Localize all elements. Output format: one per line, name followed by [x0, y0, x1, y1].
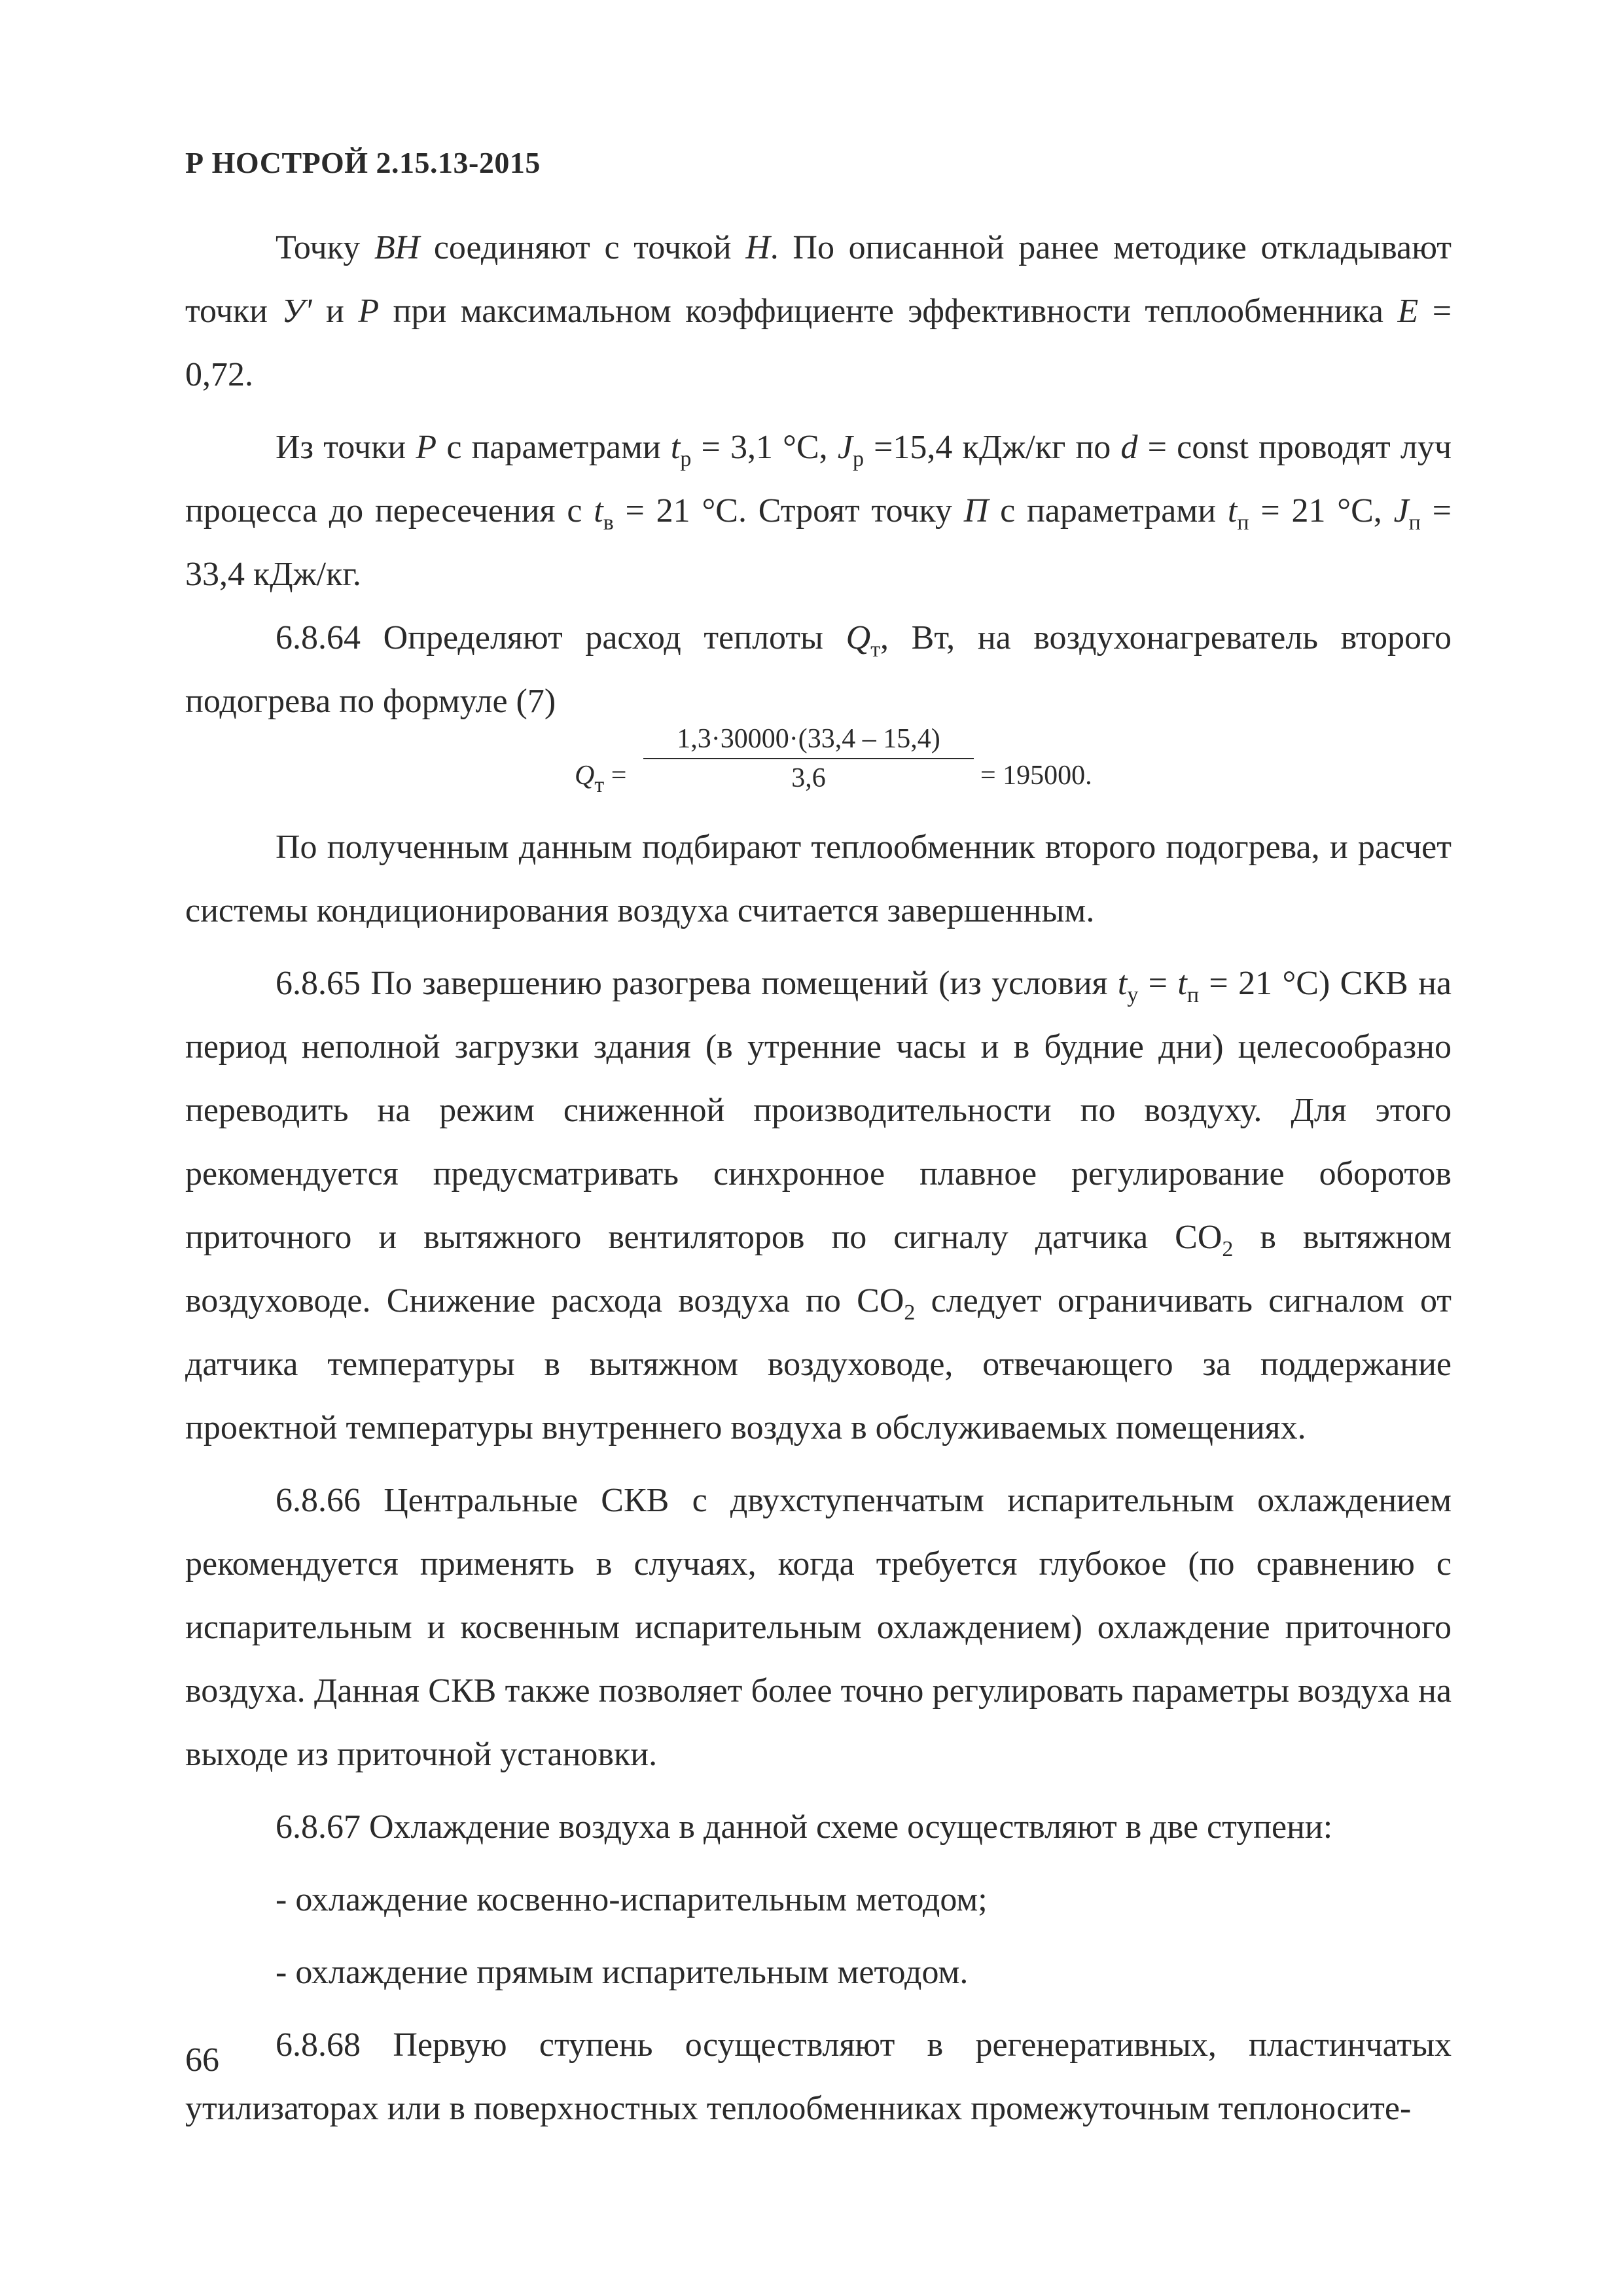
symbol-u: У' [281, 293, 312, 330]
symbol-pi: П [963, 492, 989, 529]
text-run: . По описанной ранее методике откладывают точки [185, 229, 1452, 330]
symbol-j: J [1393, 492, 1409, 529]
formula-numerator: 1,3·30000·(33,4 – 15,4) [643, 725, 974, 759]
paragraph-6-8-65 [185, 952, 1452, 1460]
text-run: =15,4 кДж/кг по [863, 429, 1121, 466]
symbol-j: J [837, 429, 853, 466]
text-run: = 33,4 кДж/кг. [185, 492, 1452, 593]
text-run: = const проводят луч процесса до пересечения с [185, 429, 1452, 529]
subscript: т [870, 637, 881, 662]
text-run: в вытяжном воздуховоде. Снижение расхода воздуха по СО [185, 1219, 1452, 1319]
symbol-d: d [1120, 429, 1138, 466]
subscript: 2 [904, 1300, 916, 1325]
symbol-t: t [1177, 965, 1187, 1002]
symbol-t: t [670, 429, 681, 466]
subscript: п [1408, 511, 1421, 535]
subscript: у [1127, 983, 1139, 1007]
formula-denominator: 3,6 [791, 763, 826, 793]
paragraph-6-8-64 [185, 606, 1452, 733]
text-run: 6.8.64 Определяют расход теплоты [276, 619, 846, 656]
text-run: , Вт, на воздухонагреватель второго подогрева по формуле (7) [185, 619, 1452, 720]
text-run: = 21 °С. Строят точку [613, 492, 964, 529]
formula-fraction [643, 725, 974, 792]
paragraph-6-8-67: 6.8.67 Охлаждение воздуха в данной схеме осуществляют в две ступени: [276, 1808, 1333, 1846]
subscript: т [594, 773, 605, 797]
text-run: = 0,72. [185, 293, 1452, 393]
formula-result: = 195000. [980, 761, 1092, 791]
text-run: с параметрами [988, 492, 1228, 529]
list-item: - охлаждение косвенно-испарительным методом; [276, 1881, 988, 1918]
symbol-q: Q [846, 619, 871, 656]
symbol-t: t [594, 492, 603, 529]
subscript: р [852, 447, 864, 471]
text-run: = 21 °С, [1249, 492, 1394, 529]
text-run: Точку [276, 229, 374, 266]
text-run: = [1138, 965, 1178, 1002]
equals-sign: = [604, 761, 627, 791]
paragraph-heat-exchanger: По полученным данным подбирают теплообменник второго подогрева, и расчет системы кондиционирования воздуха считается завершенным. [185, 829, 1452, 929]
subscript: п [1186, 983, 1200, 1007]
symbol-n: Н [745, 229, 770, 266]
symbol-r: Р [358, 293, 380, 330]
page-number: 66 [185, 2041, 219, 2079]
text-run: = 21 °С) СКВ на период неполной загрузки здания (в утренние часы и в будние дни) целесообразно переводить на режим сниженной производительности по воздуху. Для этого рекомендуется предусматривать синхронное плавное регулирование оборотов приточного и вытяжного вентиляторов по сигналу датчика СО [185, 965, 1452, 1256]
text-run: 6.8.65 По завершению разогрева помещений (из условия [276, 965, 1118, 1002]
text-run: Из точки [276, 429, 416, 466]
document-body [185, 216, 1452, 2140]
text-run: = 3,1 °С, [691, 429, 838, 466]
text-run: и [312, 293, 359, 330]
subscript: п [1237, 511, 1249, 535]
text-run: соединяют с точкой [419, 229, 746, 266]
subscript: 2 [1222, 1237, 1234, 1261]
text-run: при максимальном коэффициенте эффективности теплообменника [379, 293, 1398, 330]
paragraph-vn-point [185, 216, 1452, 406]
subscript: в [603, 511, 614, 535]
document-header: Р НОСТРОЙ 2.15.13-2015 [185, 146, 541, 179]
symbol-vn: ВН [374, 229, 420, 266]
paragraph-6-8-68: 6.8.68 Первую ступень осуществляют в регенеративных, пластинчатых утилизаторах или в поверхностных теплообменниках промежуточным теплоносите- [185, 2026, 1452, 2127]
symbol-t: t [1227, 492, 1238, 529]
text-run: следует ограничивать сигналом от датчика температуры в вытяжном воздуховоде, отвечающего за поддержание проектной температуры внутреннего воздуха в обслуживаемых помещениях. [185, 1282, 1452, 1446]
symbol-q: Q [575, 761, 595, 791]
list-item: - охлаждение прямым испарительным методом. [276, 1954, 969, 1991]
symbol-e: E [1397, 293, 1419, 330]
subscript: р [680, 447, 692, 471]
text-run: с параметрами [437, 429, 671, 466]
paragraph-6-8-66: 6.8.66 Центральные СКВ с двухступенчатым испарительным охлаждением рекомендуется применять в случаях, когда требуется глубокое (по сравнению с испарительным и косвенным испарительным охлаждением) охлаждение приточного воздуха. Данная СКВ также позволяет более точно регулировать параметры воздуха на выходе из приточной установки. [185, 1482, 1452, 1773]
paragraph-point-p [185, 416, 1452, 606]
symbol-p: Р [416, 429, 437, 466]
symbol-t: t [1117, 965, 1128, 1002]
formula-lhs [575, 761, 627, 797]
formula-7 [185, 725, 1452, 812]
